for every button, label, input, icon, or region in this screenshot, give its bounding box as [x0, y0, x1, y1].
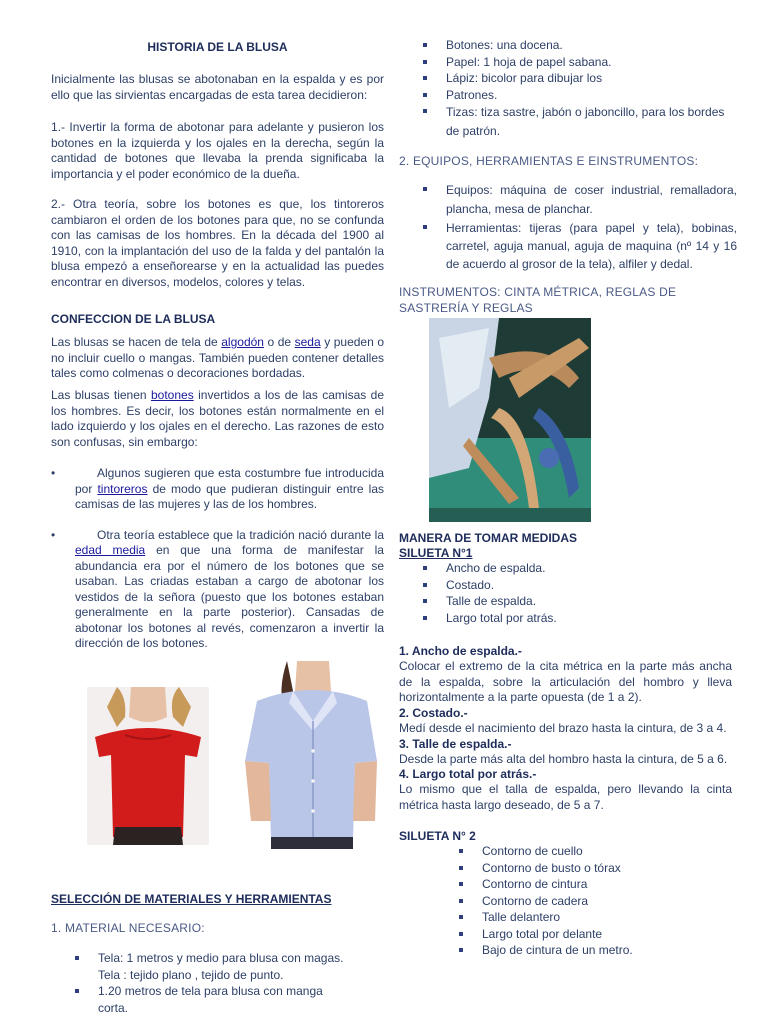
equipos-list	[399, 181, 737, 273]
list-item: Tizas: tiza sastre, jabón o jaboncillo, para los bordes de patrón.	[399, 103, 735, 141]
silueta-2-list	[399, 843, 719, 959]
list-item: Ancho de espalda.	[399, 560, 699, 577]
list-item: Bajo de cintura de un metro.	[399, 942, 719, 959]
silueta-2-heading: SILUETA N° 2	[399, 829, 476, 843]
silueta-1-list	[399, 560, 699, 626]
list-item: Largo total por atrás.	[399, 610, 699, 627]
page-title: HISTORIA DE LA BLUSA	[147, 40, 288, 54]
equipos-heading: 2. EQUIPOS, HERRAMIENTAS E EINSTRUMENTOS:	[399, 154, 699, 168]
confeccion-paragraph-1	[51, 335, 384, 382]
material-heading: 1. MATERIAL NECESARIO:	[51, 921, 205, 935]
medidas-heading: MANERA DE TOMAR MEDIDAS	[399, 531, 578, 545]
history-point-2: 2.- Otra teoría, sobre los botones es que, los tintoreros cambiaron el orden de los botones para que, no se confunda con las camisas de los hombres. En la década del 1900 al 1910, con la implantación del uso de la falda y del pantalón la blusa empezó a enseñorearse y en la actualidad las puedes encontrar en diversos, modelos, colores y telas.	[51, 197, 384, 289]
silueta-1-heading: SILUETA N°1	[399, 546, 473, 560]
seda-link[interactable]: seda	[294, 335, 321, 349]
algodon-link[interactable]: algodón	[221, 335, 264, 349]
sewing-tools-image	[429, 318, 591, 522]
list-item: Largo total por delante	[399, 926, 719, 943]
text-run: Otra teoría establece que la tradición nació durante la	[97, 527, 384, 542]
list-item-continuation: Tela : tejido plano , tejido de punto.	[98, 967, 284, 982]
medida-2-text: Medí desde el nacimiento del brazo hasta la cintura, de 3 a 4.	[399, 721, 727, 735]
list-item	[51, 528, 384, 652]
list-item: Talle delantero	[399, 909, 719, 926]
medida-3-text: Desde la parte más alta del hombro hasta la cintura, de 5 a 6.	[399, 752, 728, 766]
instrumentos-heading: INSTRUMENTOS: CINTA MÉTRICA, REGLAS DE SASTRERÍA Y REGLAS	[399, 285, 677, 315]
list-item: Contorno de busto o tórax	[399, 860, 719, 877]
list-item: 1.20 metros de tela para blusa con manga corta.	[51, 983, 351, 1016]
red-blouse-image	[87, 687, 209, 845]
list-item: Lápiz: bicolor para dibujar los	[399, 70, 735, 87]
list-item: Botones: una docena.	[399, 37, 735, 54]
text-run: Algunos sugieren que esta costumbre fue introducida por	[75, 466, 384, 496]
materials-list	[51, 950, 351, 1016]
intro-paragraph: Inicialmente las blusas se abotonaban en la espalda y es por ello que las sirvientas encargadas de esta tarea decidieron:	[51, 72, 384, 102]
sewing-tools-photo	[429, 318, 591, 522]
botones-link[interactable]: botones	[150, 388, 194, 402]
list-item: Equipos: máquina de coser industrial, remalladora, plancha, mesa de planchar.	[399, 181, 737, 219]
list-item: Contorno de cadera	[399, 893, 719, 910]
list-item: Herramientas: tijeras (para papel y tela), bobinas, carretel, aguja manual, aguja de maquina (nº 14 y 16 de acuerdo al grosor de la tela), alfiler y dedal.	[399, 219, 737, 273]
confeccion-heading: CONFECCION DE LA BLUSA	[51, 312, 216, 326]
text-run: o de	[263, 335, 295, 349]
text-run: en que una forma de manifestar la abundancia era por el número de los botones que se usaban. Las criadas estaban a cargo de abotonar los vestidos de la señora (puesto que los botones estaban generalmente en la parte posterior). Cansadas de abotonar los botones al revés, comenzaron a invertir la dirección de los botones.	[75, 543, 384, 650]
materials-continued-list	[399, 37, 735, 141]
confeccion-paragraph-2	[51, 388, 384, 450]
medida-1-text: Colocar el extremo de la cita métrica en la parte más ancha de la espalda, sobre la articulación del hombro y lleva horizontalmente a la parte opuesta (de 1 a 2).	[399, 659, 732, 704]
list-item: Contorno de cintura	[399, 876, 719, 893]
list-item: Tela: 1 metros y medio para blusa con magas.	[51, 950, 351, 967]
list-item: Contorno de cuello	[399, 843, 719, 860]
text-run: invertidos a los de las camisas de los hombres. Es decir, los botones están normalmente en el lado izquierdo y los ojales en el derecho. Las razones de esto son confusas, sin embargo:	[51, 388, 384, 449]
text-run: y pueden o no incluir cuello o mangas. También pueden contener detalles tales como colmenas o decoraciones bordadas.	[51, 335, 384, 380]
blue-shirt-photo	[237, 661, 387, 849]
list-item: Talle de espalda.	[399, 593, 699, 610]
list-item: Patrones.	[399, 87, 735, 104]
history-point-1: 1.- Invertir la forma de abotonar para adelante y pusieron los botones en la izquierda y los ojales en la derecha, según la cantidad de botones que llevaba la prenda significaba la importancia y el poder económico de la dueña.	[51, 120, 384, 181]
text-run: de modo que pudieran distinguir entre las camisas de las mujeres y las de los hombres.	[75, 481, 384, 511]
blue-shirt-image	[237, 661, 387, 849]
medida-4-text: Lo mismo que el talla de espalda, pero llevando la cinta métrica hasta largo deseado, de 5 a 7.	[399, 782, 732, 812]
edad-media-link[interactable]: edad media	[75, 543, 146, 557]
tintoreros-link[interactable]: tintoreros	[97, 481, 148, 496]
seleccion-heading: SELECCIÓN DE MATERIALES Y HERRAMIENTAS	[51, 892, 332, 906]
theories-list	[51, 466, 384, 652]
text-run: Las blusas se hacen de tela de	[51, 335, 222, 349]
medida-4-heading: 4. Largo total por atrás.-	[399, 767, 537, 781]
medida-1-heading: 1. Ancho de espalda.-	[399, 644, 522, 658]
medida-2-heading: 2. Costado.-	[399, 706, 468, 720]
list-item	[51, 466, 384, 513]
medida-3-heading: 3. Talle de espalda.-	[399, 737, 512, 751]
text-run: Las blusas tienen	[51, 388, 151, 402]
list-item: Papel: 1 hoja de papel sabana.	[399, 54, 735, 71]
list-item: Costado.	[399, 577, 699, 594]
red-blouse-photo	[87, 687, 209, 845]
